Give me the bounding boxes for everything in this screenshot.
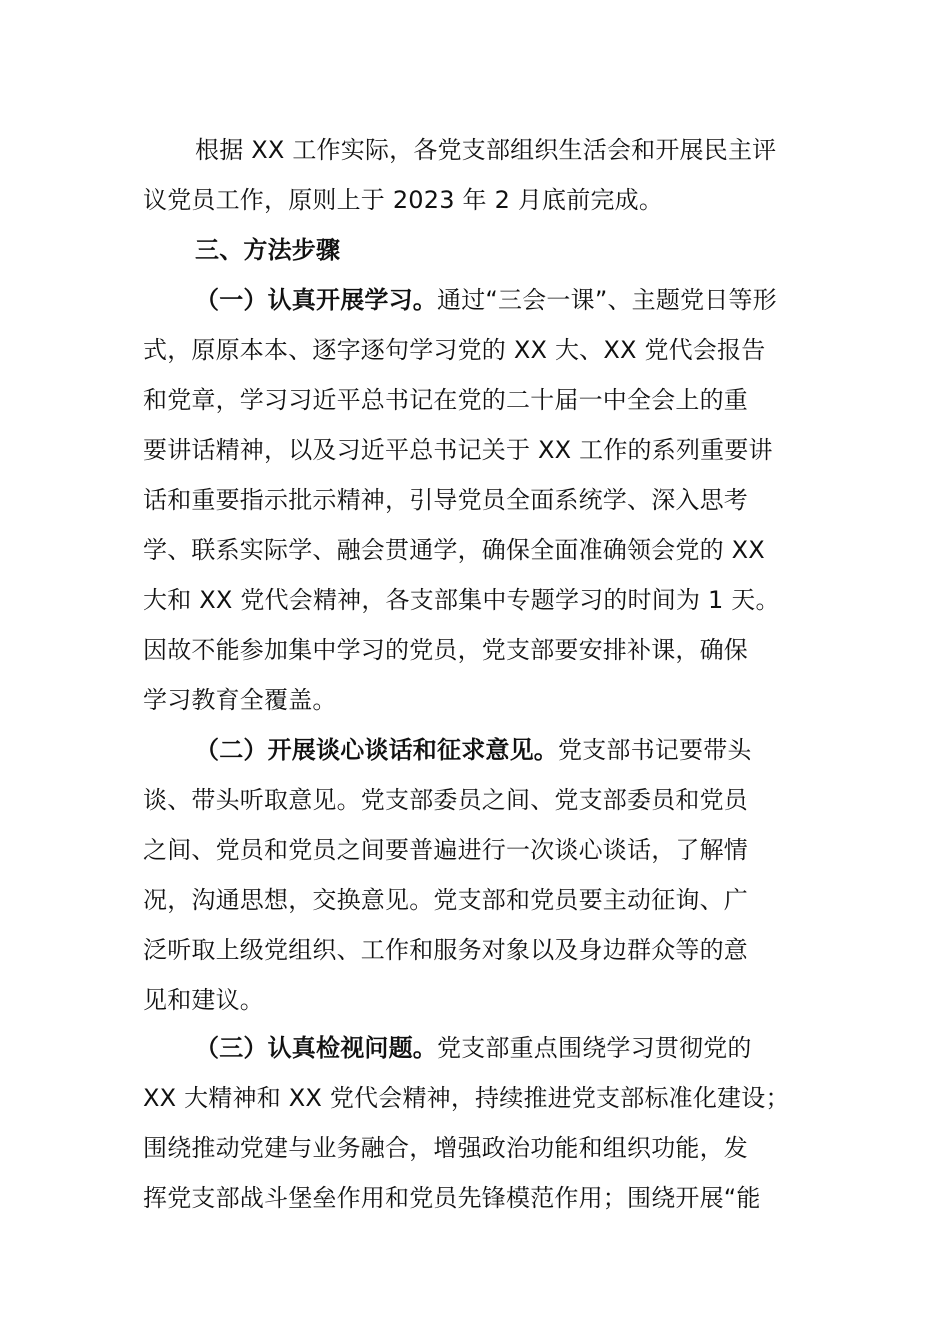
section1-first-line <box>195 280 823 320</box>
paragraph-line: 要讲话精神，以及习近平总书记关于 XX 工作的系列重要讲 <box>143 436 773 464</box>
section2-text: 党支部书记要带头 <box>558 736 752 764</box>
paragraph-line: 话和重要指示批示精神，引导党员全面系统学、深入思考 <box>143 486 748 514</box>
section1-title: （一）认真开展学习。 <box>195 286 437 314</box>
paragraph-line: XX 大精神和 XX 党代会精神，持续推进党支部标准化建设； <box>143 1084 790 1112</box>
paragraph-line: 和党章，学习习近平总书记在党的二十届一中全会上的重 <box>143 386 748 414</box>
paragraph-line: 见和建议。 <box>143 986 264 1014</box>
section3-text: 党支部重点围绕学习贯彻党的 <box>437 1034 752 1062</box>
paragraph-line: 根据 XX 工作实际，各党支部组织生活会和开展民主评 <box>195 136 777 164</box>
paragraph-line: 谈、带头听取意见。党支部委员之间、党支部委员和党员 <box>143 786 748 814</box>
paragraph-line: 大和 XX 党代会精神，各支部集中专题学习的时间为 1 天。 <box>143 586 780 614</box>
paragraph-line: 学、联系实际学、融会贯通学，确保全面准确领会党的 XX <box>143 536 765 564</box>
paragraph-line: 议党员工作，原则上于 2023 年 2 月底前完成。 <box>143 186 664 214</box>
section2-title: （二）开展谈心谈话和征求意见。 <box>195 736 558 764</box>
paragraph-line: 式，原原本本、逐字逐句学习党的 XX 大、XX 党代会报告 <box>143 336 766 364</box>
section-heading: 三、方法步骤 <box>195 236 341 264</box>
section3-first-line <box>195 1028 823 1068</box>
paragraph-line: 因故不能参加集中学习的党员，党支部要安排补课，确保 <box>143 636 748 664</box>
paragraph-line: 围绕推动党建与业务融合，增强政治功能和组织功能，发 <box>143 1134 748 1162</box>
paragraph-line: 况，沟通思想，交换意见。党支部和党员要主动征询、广 <box>143 886 748 914</box>
paragraph-line: 泛听取上级党组织、工作和服务对象以及身边群众等的意 <box>143 936 748 964</box>
paragraph-line: 之间、党员和党员之间要普遍进行一次谈心谈话，了解情 <box>143 836 748 864</box>
paragraph-line: 学习教育全覆盖。 <box>143 686 337 714</box>
section1-text: 通过“三会一课”、主题党日等形 <box>437 286 777 314</box>
paragraph-line: 挥党支部战斗堡垒作用和党员先锋模范作用；围绕开展“能 <box>143 1184 761 1212</box>
section3-title: （三）认真检视问题。 <box>195 1034 437 1062</box>
section2-first-line <box>195 730 823 770</box>
